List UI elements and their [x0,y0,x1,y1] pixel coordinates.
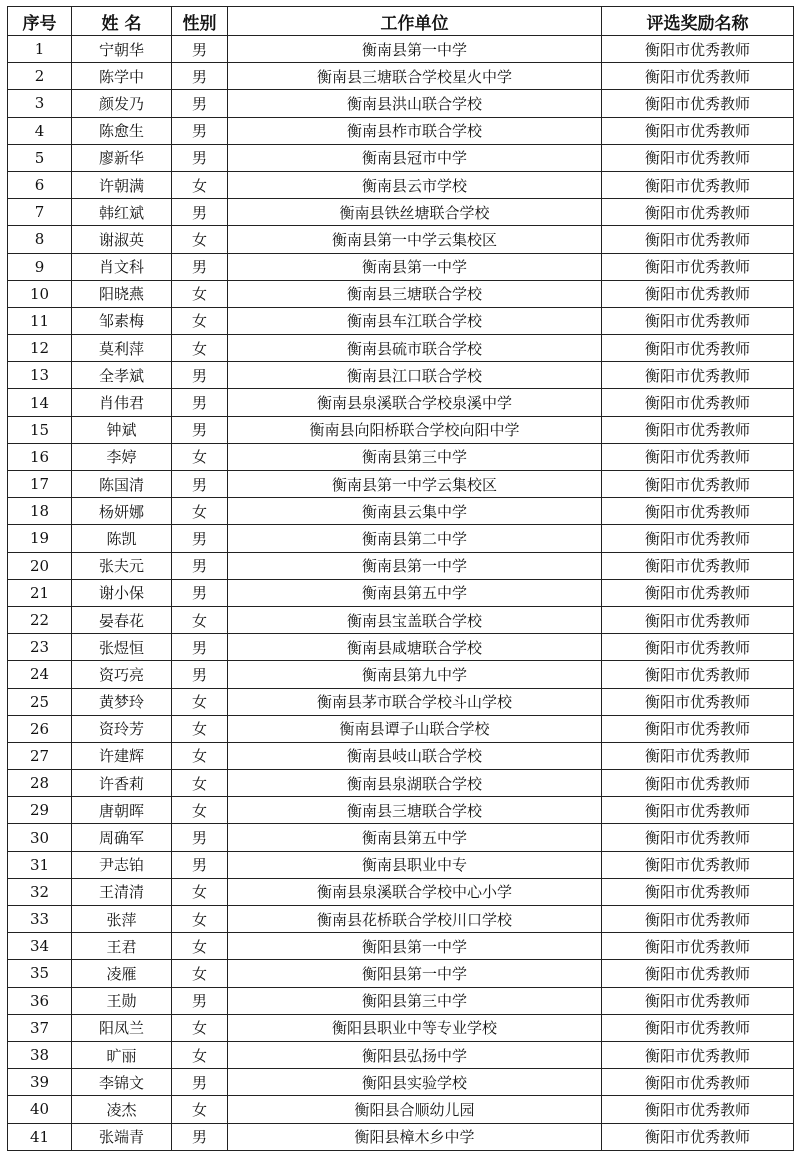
cell-award: 衡阳市优秀教师 [602,634,794,661]
cell-gender: 女 [172,307,228,334]
table-row [8,878,794,905]
cell-gender: 女 [172,906,228,933]
cell-gender: 女 [172,960,228,987]
cell-gender: 女 [172,878,228,905]
header-workplace: 工作单位 [228,7,602,36]
cell-workplace: 衡南县职业中专 [228,851,602,878]
table-row [8,851,794,878]
cell-award: 衡阳市优秀教师 [602,307,794,334]
cell-gender: 男 [172,634,228,661]
cell-gender: 女 [172,933,228,960]
cell-gender: 男 [172,471,228,498]
cell-gender: 男 [172,90,228,117]
cell-award: 衡阳市优秀教师 [602,199,794,226]
cell-index: 5 [8,144,72,171]
table-row [8,960,794,987]
table-row [8,688,794,715]
cell-gender: 女 [172,742,228,769]
cell-workplace: 衡南县花桥联合学校川口学校 [228,906,602,933]
award-table [7,6,794,1151]
cell-award: 衡阳市优秀教师 [602,36,794,63]
table-row [8,144,794,171]
cell-workplace: 衡南县茅市联合学校斗山学校 [228,688,602,715]
cell-name: 阳晓燕 [72,280,172,307]
cell-award: 衡阳市优秀教师 [602,1096,794,1123]
header-award: 评选奖励名称 [602,7,794,36]
cell-workplace: 衡南县云市学校 [228,171,602,198]
cell-name: 唐朝晖 [72,797,172,824]
cell-workplace: 衡南县第一中学 [228,552,602,579]
cell-name: 资玲芳 [72,715,172,742]
cell-award: 衡阳市优秀教师 [602,525,794,552]
cell-index: 12 [8,335,72,362]
cell-gender: 男 [172,36,228,63]
cell-gender: 男 [172,552,228,579]
cell-index: 40 [8,1096,72,1123]
cell-index: 37 [8,1014,72,1041]
table-row [8,63,794,90]
cell-name: 阳凤兰 [72,1014,172,1041]
table-row [8,117,794,144]
cell-index: 35 [8,960,72,987]
award-list-sheet [7,6,793,1151]
cell-gender: 女 [172,688,228,715]
table-row [8,797,794,824]
cell-award: 衡阳市优秀教师 [602,661,794,688]
cell-gender: 男 [172,63,228,90]
cell-gender: 女 [172,770,228,797]
cell-award: 衡阳市优秀教师 [602,742,794,769]
table-row [8,1014,794,1041]
cell-index: 20 [8,552,72,579]
cell-workplace: 衡南县第一中学云集校区 [228,471,602,498]
cell-index: 17 [8,471,72,498]
cell-index: 15 [8,416,72,443]
cell-award: 衡阳市优秀教师 [602,144,794,171]
cell-name: 陈国清 [72,471,172,498]
cell-award: 衡阳市优秀教师 [602,280,794,307]
table-row [8,525,794,552]
cell-index: 14 [8,389,72,416]
table-row [8,471,794,498]
table-row [8,199,794,226]
cell-gender: 女 [172,280,228,307]
table-row [8,824,794,851]
cell-award: 衡阳市优秀教师 [602,770,794,797]
cell-name: 全孝斌 [72,362,172,389]
cell-gender: 男 [172,362,228,389]
table-row [8,1041,794,1068]
cell-name: 周确军 [72,824,172,851]
cell-workplace: 衡阳县弘扬中学 [228,1041,602,1068]
cell-gender: 男 [172,389,228,416]
cell-index: 13 [8,362,72,389]
cell-award: 衡阳市优秀教师 [602,117,794,144]
cell-name: 李婷 [72,443,172,470]
table-row [8,416,794,443]
cell-index: 23 [8,634,72,661]
cell-gender: 女 [172,1096,228,1123]
cell-gender: 女 [172,715,228,742]
cell-gender: 女 [172,797,228,824]
cell-workplace: 衡南县三塘联合学校星火中学 [228,63,602,90]
table-row [8,362,794,389]
cell-index: 3 [8,90,72,117]
table-row [8,280,794,307]
table-row [8,742,794,769]
cell-award: 衡阳市优秀教师 [602,1014,794,1041]
cell-name: 凌杰 [72,1096,172,1123]
table-row [8,1123,794,1150]
cell-workplace: 衡阳县合顺幼儿园 [228,1096,602,1123]
table-row [8,906,794,933]
cell-name: 凌雁 [72,960,172,987]
cell-award: 衡阳市优秀教师 [602,933,794,960]
cell-workplace: 衡南县车江联合学校 [228,307,602,334]
cell-name: 宁朝华 [72,36,172,63]
table-row [8,606,794,633]
cell-gender: 男 [172,525,228,552]
cell-index: 21 [8,579,72,606]
cell-award: 衡阳市优秀教师 [602,253,794,280]
cell-gender: 男 [172,144,228,171]
table-row [8,634,794,661]
cell-index: 41 [8,1123,72,1150]
cell-name: 李锦文 [72,1069,172,1096]
cell-workplace: 衡南县泉溪联合学校泉溪中学 [228,389,602,416]
cell-gender: 女 [172,335,228,362]
cell-workplace: 衡南县第五中学 [228,579,602,606]
cell-gender: 女 [172,1041,228,1068]
cell-award: 衡阳市优秀教师 [602,878,794,905]
cell-workplace: 衡南县向阳桥联合学校向阳中学 [228,416,602,443]
cell-index: 22 [8,606,72,633]
cell-award: 衡阳市优秀教师 [602,851,794,878]
cell-workplace: 衡南县三塘联合学校 [228,280,602,307]
cell-name: 邹素梅 [72,307,172,334]
table-row [8,579,794,606]
table-row [8,171,794,198]
cell-workplace: 衡南县第九中学 [228,661,602,688]
cell-award: 衡阳市优秀教师 [602,63,794,90]
cell-name: 黄梦玲 [72,688,172,715]
cell-gender: 女 [172,226,228,253]
cell-index: 28 [8,770,72,797]
cell-workplace: 衡南县谭子山联合学校 [228,715,602,742]
cell-name: 杨妍娜 [72,498,172,525]
cell-name: 王清清 [72,878,172,905]
cell-index: 27 [8,742,72,769]
table-row [8,552,794,579]
cell-gender: 男 [172,416,228,443]
cell-name: 张萍 [72,906,172,933]
cell-award: 衡阳市优秀教师 [602,906,794,933]
cell-award: 衡阳市优秀教师 [602,987,794,1014]
cell-workplace: 衡南县第一中学云集校区 [228,226,602,253]
cell-workplace: 衡南县洪山联合学校 [228,90,602,117]
cell-name: 陈愈生 [72,117,172,144]
cell-award: 衡阳市优秀教师 [602,362,794,389]
cell-name: 张煜恒 [72,634,172,661]
cell-award: 衡阳市优秀教师 [602,1041,794,1068]
cell-award: 衡阳市优秀教师 [602,960,794,987]
cell-workplace: 衡南县硫市联合学校 [228,335,602,362]
cell-award: 衡阳市优秀教师 [602,416,794,443]
cell-gender: 男 [172,851,228,878]
cell-gender: 男 [172,1123,228,1150]
cell-name: 颜发乃 [72,90,172,117]
cell-workplace: 衡南县泉溪联合学校中心小学 [228,878,602,905]
table-row [8,661,794,688]
cell-award: 衡阳市优秀教师 [602,606,794,633]
table-body [8,36,794,1151]
cell-index: 24 [8,661,72,688]
table-row [8,443,794,470]
cell-name: 晏春花 [72,606,172,633]
cell-workplace: 衡南县江口联合学校 [228,362,602,389]
table-row [8,36,794,63]
cell-workplace: 衡南县铁丝塘联合学校 [228,199,602,226]
cell-index: 1 [8,36,72,63]
table-row [8,498,794,525]
table-row [8,1069,794,1096]
cell-name: 资巧亮 [72,661,172,688]
cell-name: 谢小保 [72,579,172,606]
table-row [8,307,794,334]
cell-gender: 男 [172,987,228,1014]
table-row [8,226,794,253]
cell-workplace: 衡南县咸塘联合学校 [228,634,602,661]
header-row [8,7,794,36]
cell-workplace: 衡南县云集中学 [228,498,602,525]
cell-index: 9 [8,253,72,280]
cell-award: 衡阳市优秀教师 [602,171,794,198]
cell-award: 衡阳市优秀教师 [602,1123,794,1150]
cell-name: 王勋 [72,987,172,1014]
table-row [8,90,794,117]
cell-workplace: 衡南县第二中学 [228,525,602,552]
cell-workplace: 衡阳县实验学校 [228,1069,602,1096]
cell-workplace: 衡南县第三中学 [228,443,602,470]
cell-award: 衡阳市优秀教师 [602,443,794,470]
cell-gender: 男 [172,253,228,280]
cell-name: 旷丽 [72,1041,172,1068]
cell-index: 11 [8,307,72,334]
table-header [8,7,794,36]
cell-workplace: 衡南县泉湖联合学校 [228,770,602,797]
table-row [8,1096,794,1123]
cell-name: 谢淑英 [72,226,172,253]
cell-award: 衡阳市优秀教师 [602,498,794,525]
cell-index: 2 [8,63,72,90]
cell-gender: 女 [172,1014,228,1041]
cell-award: 衡阳市优秀教师 [602,389,794,416]
cell-name: 韩红斌 [72,199,172,226]
cell-name: 许建辉 [72,742,172,769]
cell-gender: 男 [172,117,228,144]
cell-award: 衡阳市优秀教师 [602,579,794,606]
header-name: 姓 名 [72,7,172,36]
cell-award: 衡阳市优秀教师 [602,715,794,742]
cell-name: 许香莉 [72,770,172,797]
cell-workplace: 衡南县第一中学 [228,36,602,63]
table-row [8,933,794,960]
cell-index: 34 [8,933,72,960]
cell-workplace: 衡南县第一中学 [228,253,602,280]
cell-workplace: 衡南县第五中学 [228,824,602,851]
cell-gender: 男 [172,199,228,226]
cell-name: 张端青 [72,1123,172,1150]
cell-index: 18 [8,498,72,525]
cell-index: 38 [8,1041,72,1068]
cell-name: 陈学中 [72,63,172,90]
cell-award: 衡阳市优秀教师 [602,552,794,579]
cell-index: 39 [8,1069,72,1096]
cell-index: 8 [8,226,72,253]
cell-name: 许朝满 [72,171,172,198]
cell-gender: 男 [172,1069,228,1096]
cell-name: 莫利萍 [72,335,172,362]
cell-workplace: 衡南县岐山联合学校 [228,742,602,769]
cell-index: 26 [8,715,72,742]
cell-index: 16 [8,443,72,470]
cell-award: 衡阳市优秀教师 [602,90,794,117]
cell-index: 10 [8,280,72,307]
cell-workplace: 衡阳县第一中学 [228,960,602,987]
cell-name: 张夫元 [72,552,172,579]
cell-workplace: 衡阳县职业中等专业学校 [228,1014,602,1041]
cell-gender: 男 [172,579,228,606]
cell-workplace: 衡阳县樟木乡中学 [228,1123,602,1150]
cell-workplace: 衡阳县第三中学 [228,987,602,1014]
cell-workplace: 衡南县三塘联合学校 [228,797,602,824]
cell-index: 25 [8,688,72,715]
header-gender: 性别 [172,7,228,36]
header-index: 序号 [8,7,72,36]
cell-workplace: 衡南县柞市联合学校 [228,117,602,144]
cell-index: 29 [8,797,72,824]
cell-index: 6 [8,171,72,198]
table-row [8,335,794,362]
cell-name: 廖新华 [72,144,172,171]
cell-name: 王君 [72,933,172,960]
cell-workplace: 衡阳县第一中学 [228,933,602,960]
cell-award: 衡阳市优秀教师 [602,824,794,851]
cell-index: 7 [8,199,72,226]
cell-award: 衡阳市优秀教师 [602,335,794,362]
cell-index: 33 [8,906,72,933]
cell-workplace: 衡南县宝盖联合学校 [228,606,602,633]
cell-gender: 女 [172,498,228,525]
cell-index: 30 [8,824,72,851]
cell-gender: 女 [172,443,228,470]
cell-award: 衡阳市优秀教师 [602,226,794,253]
table-row [8,770,794,797]
cell-workplace: 衡南县冠市中学 [228,144,602,171]
cell-gender: 女 [172,606,228,633]
table-row [8,253,794,280]
cell-name: 尹志铂 [72,851,172,878]
cell-award: 衡阳市优秀教师 [602,797,794,824]
cell-index: 31 [8,851,72,878]
table-row [8,389,794,416]
cell-award: 衡阳市优秀教师 [602,471,794,498]
cell-index: 4 [8,117,72,144]
cell-index: 32 [8,878,72,905]
cell-name: 肖文科 [72,253,172,280]
cell-name: 陈凯 [72,525,172,552]
cell-award: 衡阳市优秀教师 [602,688,794,715]
cell-index: 19 [8,525,72,552]
cell-name: 肖伟君 [72,389,172,416]
table-row [8,987,794,1014]
cell-award: 衡阳市优秀教师 [602,1069,794,1096]
table-row [8,715,794,742]
cell-index: 36 [8,987,72,1014]
cell-gender: 女 [172,171,228,198]
cell-name: 钟斌 [72,416,172,443]
cell-gender: 男 [172,661,228,688]
cell-gender: 男 [172,824,228,851]
